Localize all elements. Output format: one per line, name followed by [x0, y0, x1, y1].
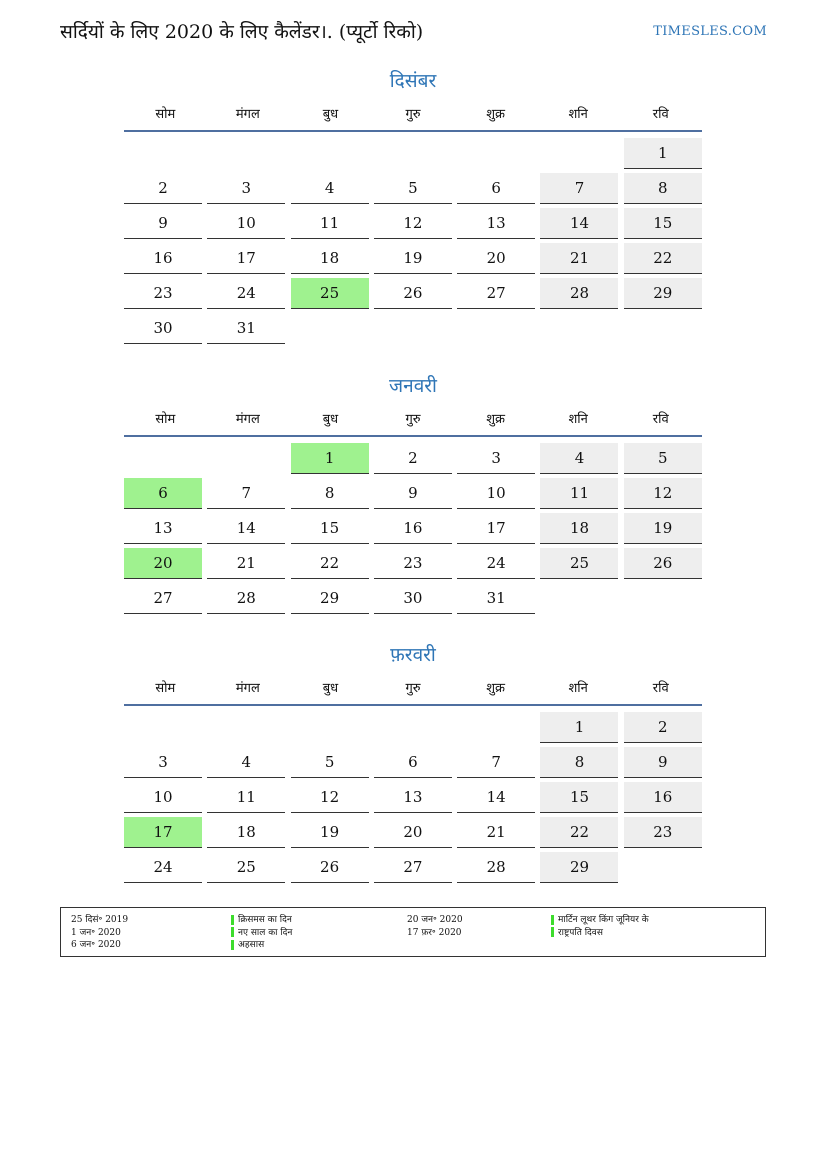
day-cell[interactable]: 13 [124, 513, 202, 544]
day-cell[interactable]: 17 [457, 513, 535, 544]
legend-names-right [551, 914, 649, 939]
legend-holiday-item [231, 939, 292, 952]
day-cell[interactable]: 27 [457, 278, 535, 309]
day-cell[interactable]: 2 [624, 712, 702, 743]
day-cell[interactable]: 3 [207, 173, 285, 204]
day-cell[interactable]: 28 [540, 278, 618, 309]
day-cell[interactable]: 23 [124, 278, 202, 309]
legend-holiday-name: क्रिसमस का दिन [238, 915, 292, 925]
holiday-marker-icon [551, 927, 554, 937]
day-cell[interactable]: 4 [540, 443, 618, 474]
day-cell[interactable]: 15 [291, 513, 369, 544]
holiday-marker-icon [231, 927, 234, 937]
day-cell[interactable]: 24 [124, 852, 202, 883]
day-cell[interactable]: 20 [457, 243, 535, 274]
legend-date: 6 जन॰ 2020 [71, 940, 121, 950]
weekday-label: शुक्र [486, 681, 506, 696]
day-cell[interactable]: 14 [457, 782, 535, 813]
day-cell[interactable]: 2 [124, 173, 202, 204]
day-cell-holiday[interactable]: 25 [291, 278, 369, 309]
weekday-label: गुरु [405, 412, 421, 427]
day-cell[interactable]: 10 [207, 208, 285, 239]
legend-holiday-name: नए साल का दिन [238, 927, 293, 938]
weekday-label: रवि [652, 107, 669, 122]
day-cell[interactable]: 20 [374, 817, 452, 848]
legend-holiday-item [551, 927, 649, 940]
day-cell[interactable]: 12 [291, 782, 369, 813]
holiday-marker-icon [551, 915, 554, 925]
day-cell[interactable]: 26 [374, 278, 452, 309]
day-cell[interactable]: 4 [291, 173, 369, 204]
day-grid [124, 443, 702, 614]
day-cell[interactable]: 29 [291, 583, 369, 614]
day-cell[interactable]: 6 [374, 747, 452, 778]
day-cell[interactable]: 16 [374, 513, 452, 544]
legend-holiday-item [231, 914, 292, 927]
day-cell[interactable]: 17 [207, 243, 285, 274]
day-cell-empty [124, 443, 202, 474]
day-cell-empty [374, 712, 452, 743]
month-title: दिसंबर [389, 70, 437, 92]
day-cell[interactable]: 7 [207, 478, 285, 509]
day-cell[interactable]: 16 [124, 243, 202, 274]
weekday-label: गुरु [405, 107, 421, 122]
day-cell-empty [124, 712, 202, 743]
weekday-header [124, 670, 702, 706]
day-cell[interactable]: 24 [207, 278, 285, 309]
day-cell[interactable]: 9 [124, 208, 202, 239]
weekday-header [124, 96, 702, 132]
day-cell-holiday[interactable]: 17 [124, 817, 202, 848]
day-cell[interactable]: 3 [457, 443, 535, 474]
day-cell[interactable]: 24 [457, 548, 535, 579]
legend-names-left [231, 914, 292, 952]
day-cell[interactable]: 10 [124, 782, 202, 813]
legend-dates-left [71, 914, 128, 952]
day-cell[interactable]: 5 [374, 173, 452, 204]
holiday-legend [60, 907, 766, 957]
day-cell[interactable]: 23 [624, 817, 702, 848]
day-grid [124, 138, 702, 344]
weekday-label: सोम [155, 681, 176, 696]
month-january [124, 371, 702, 614]
weekday-label: सोम [155, 412, 176, 427]
day-cell-empty [207, 443, 285, 474]
page-header [60, 18, 767, 48]
day-cell[interactable]: 6 [457, 173, 535, 204]
weekday-label: शुक्र [486, 107, 506, 122]
day-cell[interactable]: 3 [124, 747, 202, 778]
day-cell[interactable]: 30 [124, 313, 202, 344]
day-cell[interactable]: 31 [207, 313, 285, 344]
day-cell[interactable]: 27 [374, 852, 452, 883]
legend-dates-right [407, 914, 463, 939]
day-cell[interactable]: 15 [624, 208, 702, 239]
day-cell[interactable]: 8 [291, 478, 369, 509]
weekday-label: बुध [322, 681, 339, 696]
day-cell[interactable]: 16 [624, 782, 702, 813]
day-cell[interactable]: 11 [540, 478, 618, 509]
legend-date: 1 जन॰ 2020 [71, 927, 121, 938]
day-cell[interactable]: 8 [540, 747, 618, 778]
legend-holiday-item [231, 927, 292, 940]
month-february [124, 640, 702, 883]
legend-date: 20 जन॰ 2020 [407, 915, 463, 925]
day-cell-empty [457, 138, 535, 169]
weekday-label: गुरु [405, 681, 421, 696]
day-cell[interactable]: 7 [457, 747, 535, 778]
day-cell[interactable]: 12 [624, 478, 702, 509]
day-grid [124, 712, 702, 883]
day-cell-holiday[interactable]: 1 [291, 443, 369, 474]
day-cell[interactable]: 26 [291, 852, 369, 883]
day-cell[interactable]: 30 [374, 583, 452, 614]
day-cell[interactable]: 19 [374, 243, 452, 274]
weekday-header [124, 401, 702, 437]
day-cell[interactable]: 22 [291, 548, 369, 579]
weekday-label: रवि [652, 681, 669, 696]
day-cell[interactable]: 14 [207, 513, 285, 544]
day-cell-holiday[interactable]: 6 [124, 478, 202, 509]
day-cell[interactable]: 8 [624, 173, 702, 204]
weekday-label: सोम [155, 107, 176, 122]
weekday-label: मंगल [235, 107, 260, 122]
day-cell[interactable]: 12 [374, 208, 452, 239]
legend-holiday-name: अहसास [238, 940, 265, 950]
day-cell[interactable]: 15 [540, 782, 618, 813]
day-cell[interactable]: 11 [291, 208, 369, 239]
day-cell[interactable]: 14 [540, 208, 618, 239]
day-cell[interactable]: 4 [207, 747, 285, 778]
day-cell[interactable]: 21 [457, 817, 535, 848]
day-cell-empty [291, 138, 369, 169]
day-cell[interactable]: 29 [624, 278, 702, 309]
day-cell-empty [374, 138, 452, 169]
holiday-marker-icon [231, 940, 234, 950]
day-cell-empty [124, 138, 202, 169]
day-cell[interactable]: 18 [291, 243, 369, 274]
weekday-label: मंगल [235, 681, 260, 696]
page-title: सर्दियों के लिए 2020 के लिए कैलेंडर।. (प्यूर्टो रिको) [60, 21, 424, 43]
day-cell[interactable]: 9 [374, 478, 452, 509]
day-cell[interactable]: 21 [540, 243, 618, 274]
day-cell[interactable]: 28 [457, 852, 535, 883]
day-cell[interactable]: 5 [291, 747, 369, 778]
day-cell[interactable]: 25 [207, 852, 285, 883]
day-cell[interactable]: 11 [207, 782, 285, 813]
weekday-label: शुक्र [486, 412, 506, 427]
day-cell-empty [457, 712, 535, 743]
day-cell[interactable]: 26 [624, 548, 702, 579]
day-cell[interactable]: 13 [374, 782, 452, 813]
day-cell-empty [540, 138, 618, 169]
day-cell[interactable]: 1 [540, 712, 618, 743]
weekday-label: बुध [322, 412, 339, 427]
month-december [124, 66, 702, 344]
day-cell[interactable]: 28 [207, 583, 285, 614]
legend-holiday-name: राष्ट्रपति दिवस [558, 927, 603, 938]
day-cell[interactable]: 25 [540, 548, 618, 579]
day-cell-empty [207, 138, 285, 169]
legend-holiday-item [551, 914, 649, 927]
weekday-label: शनि [568, 681, 588, 696]
legend-date: 25 दिसं॰ 2019 [71, 915, 129, 925]
day-cell[interactable]: 5 [624, 443, 702, 474]
day-cell[interactable]: 2 [374, 443, 452, 474]
weekday-label: मंगल [235, 412, 260, 427]
day-cell[interactable]: 19 [624, 513, 702, 544]
month-title: फ़रवरी [390, 644, 436, 666]
day-cell[interactable]: 22 [624, 243, 702, 274]
day-cell[interactable]: 27 [124, 583, 202, 614]
day-cell[interactable]: 13 [457, 208, 535, 239]
weekday-label: बुध [322, 107, 339, 122]
day-cell-empty [291, 712, 369, 743]
day-cell[interactable]: 9 [624, 747, 702, 778]
weekday-label: शनि [568, 412, 588, 427]
day-cell[interactable]: 7 [540, 173, 618, 204]
legend-holiday-name: मार्टिन लूथर किंग जूनियर के [558, 915, 649, 925]
day-cell[interactable]: 18 [540, 513, 618, 544]
weekday-label: रवि [652, 412, 669, 427]
day-cell[interactable]: 22 [540, 817, 618, 848]
site-link[interactable]: TIMESLES.COM [653, 24, 767, 39]
day-cell-empty [207, 712, 285, 743]
day-cell[interactable]: 21 [207, 548, 285, 579]
day-cell[interactable]: 1 [624, 138, 702, 169]
holiday-marker-icon [231, 915, 234, 925]
day-cell[interactable]: 18 [207, 817, 285, 848]
weekday-label: शनि [568, 107, 588, 122]
day-cell[interactable]: 19 [291, 817, 369, 848]
day-cell[interactable]: 23 [374, 548, 452, 579]
day-cell[interactable]: 31 [457, 583, 535, 614]
day-cell-holiday[interactable]: 20 [124, 548, 202, 579]
legend-date: 17 फ़र॰ 2020 [407, 927, 462, 938]
month-title: जनवरी [389, 375, 437, 397]
day-cell[interactable]: 29 [540, 852, 618, 883]
day-cell[interactable]: 10 [457, 478, 535, 509]
